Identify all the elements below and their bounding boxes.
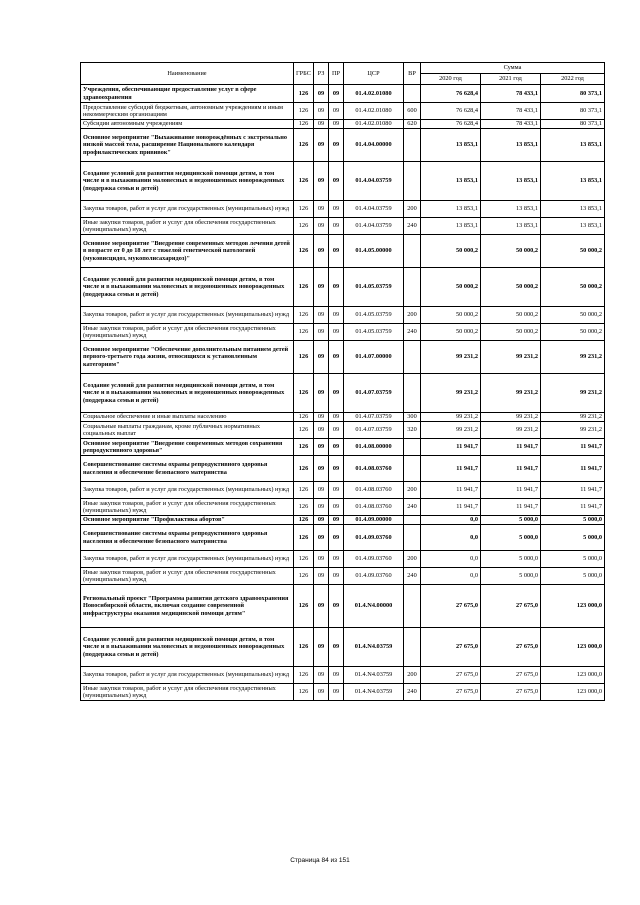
cell-csr: 01.4.N4.03759: [344, 667, 404, 684]
cell-name: Основное мероприятие "Внедрение современных методов сохранения репродуктивного здоровья": [81, 439, 294, 456]
cell-rz: 09: [314, 218, 329, 235]
cell-sum-2022: 13 853,1: [541, 201, 605, 218]
cell-sum-2020: 13 853,1: [421, 201, 481, 218]
table-row: [81, 218, 605, 235]
cell-name: Иные закупки товаров, работ и услуг для обеспечения государственных (муниципальных) нужд: [81, 568, 294, 585]
cell-pr: 09: [329, 684, 344, 701]
cell-rz: 09: [314, 422, 329, 439]
cell-pr: 09: [329, 268, 344, 307]
table-row: [81, 120, 605, 129]
table-row: [81, 551, 605, 568]
cell-rz: 09: [314, 667, 329, 684]
cell-sum-2020: 50 000,2: [421, 307, 481, 324]
cell-vr: [404, 162, 421, 201]
cell-grbs: 126: [294, 585, 314, 628]
cell-sum-2021: 5 000,0: [481, 551, 541, 568]
cell-rz: 09: [314, 482, 329, 499]
cell-sum-2021: 13 853,1: [481, 129, 541, 162]
cell-sum-2021: 11 941,7: [481, 456, 541, 482]
cell-csr: 01.4.02.01080: [344, 85, 404, 103]
cell-sum-2021: 99 231,2: [481, 341, 541, 374]
cell-sum-2022: 80 373,1: [541, 120, 605, 129]
cell-sum-2020: 27 675,0: [421, 684, 481, 701]
cell-name: Иные закупки товаров, работ и услуг для обеспечения государственных (муниципальных) нужд: [81, 324, 294, 341]
cell-vr: 200: [404, 307, 421, 324]
cell-name: Создание условий для развития медицинской помощи детям, в том числе и в выхаживании маловесных и недоношенных новорожденных (поддержка семьи и детей): [81, 162, 294, 201]
cell-sum-2020: 13 853,1: [421, 218, 481, 235]
cell-grbs: 126: [294, 516, 314, 525]
cell-pr: 09: [329, 585, 344, 628]
header-grbs: ГРБС: [294, 63, 314, 85]
cell-name: Учреждения, обеспечивающие предоставление услуг в сфере здравоохранения: [81, 85, 294, 103]
cell-sum-2020: 11 941,7: [421, 499, 481, 516]
cell-sum-2020: 76 628,4: [421, 120, 481, 129]
cell-sum-2021: 78 433,1: [481, 103, 541, 120]
cell-pr: 09: [329, 201, 344, 218]
cell-grbs: 126: [294, 129, 314, 162]
cell-vr: 600: [404, 103, 421, 120]
cell-pr: 09: [329, 307, 344, 324]
cell-sum-2022: 123 000,0: [541, 628, 605, 667]
cell-sum-2021: 27 675,0: [481, 628, 541, 667]
cell-sum-2021: 11 941,7: [481, 439, 541, 456]
cell-sum-2020: 50 000,2: [421, 235, 481, 268]
cell-pr: 09: [329, 456, 344, 482]
cell-grbs: 126: [294, 667, 314, 684]
cell-csr: 01.4.08.03760: [344, 482, 404, 499]
cell-pr: 09: [329, 374, 344, 413]
cell-sum-2020: 76 628,4: [421, 103, 481, 120]
budget-table: [80, 62, 605, 701]
cell-rz: 09: [314, 103, 329, 120]
cell-pr: 09: [329, 525, 344, 551]
table-row: [81, 439, 605, 456]
table-row: [81, 374, 605, 413]
cell-pr: 09: [329, 120, 344, 129]
cell-csr: 01.4.05.03759: [344, 307, 404, 324]
table-row: [81, 585, 605, 628]
cell-sum-2021: 27 675,0: [481, 585, 541, 628]
cell-csr: 01.4.08.03760: [344, 456, 404, 482]
cell-sum-2022: 13 853,1: [541, 162, 605, 201]
cell-name: Предоставление субсидий бюджетным, автономным учреждениям и иным некоммерческим организациям: [81, 103, 294, 120]
cell-csr: 01.4.04.03759: [344, 162, 404, 201]
cell-grbs: 126: [294, 551, 314, 568]
cell-name: Основное мероприятие "Внедрение современных методов лечения детей в возрасте от 0 до 18 лет с тяжелой генетической патологией (муковисцидоз, мукополисахаридоз)": [81, 235, 294, 268]
cell-pr: 09: [329, 341, 344, 374]
cell-sum-2022: 13 853,1: [541, 129, 605, 162]
cell-sum-2022: 50 000,2: [541, 324, 605, 341]
cell-pr: 09: [329, 324, 344, 341]
table-body: [81, 85, 605, 701]
cell-sum-2020: 0,0: [421, 568, 481, 585]
cell-sum-2022: 5 000,0: [541, 551, 605, 568]
cell-name: Основное мероприятие "Выхаживание новорождённых с экстремально низкой массой тела, расширение Национального календаря профилактических прививок": [81, 129, 294, 162]
cell-grbs: 126: [294, 456, 314, 482]
cell-csr: 01.4.05.00000: [344, 235, 404, 268]
table-row: [81, 568, 605, 585]
cell-name: Субсидии автономным учреждениям: [81, 120, 294, 129]
cell-sum-2021: 5 000,0: [481, 525, 541, 551]
cell-rz: 09: [314, 516, 329, 525]
cell-sum-2020: 0,0: [421, 516, 481, 525]
cell-sum-2020: 11 941,7: [421, 439, 481, 456]
cell-grbs: 126: [294, 628, 314, 667]
table-row: [81, 684, 605, 701]
table-row: [81, 413, 605, 422]
cell-csr: 01.4.09.03760: [344, 525, 404, 551]
cell-grbs: 126: [294, 341, 314, 374]
cell-vr: 300: [404, 413, 421, 422]
cell-grbs: 126: [294, 162, 314, 201]
cell-name: Закупка товаров, работ и услуг для государственных (муниципальных) нужд: [81, 551, 294, 568]
header-sum: Сумма: [421, 63, 605, 74]
cell-sum-2022: 5 000,0: [541, 568, 605, 585]
cell-name: Иные закупки товаров, работ и услуг для обеспечения государственных (муниципальных) нужд: [81, 684, 294, 701]
table-row: [81, 499, 605, 516]
cell-rz: 09: [314, 235, 329, 268]
header-rz: РЗ: [314, 63, 329, 85]
cell-vr: 200: [404, 201, 421, 218]
cell-rz: 09: [314, 374, 329, 413]
budget-table-sheet: [80, 62, 604, 701]
cell-grbs: 126: [294, 684, 314, 701]
table-row: [81, 482, 605, 499]
table-row: [81, 422, 605, 439]
cell-csr: 01.4.05.03759: [344, 324, 404, 341]
cell-rz: 09: [314, 85, 329, 103]
cell-name: Региональный проект "Программа развития детского здравоохранения Новосибирской области, включая создание современной инфраструктуры оказания медицинской помощи детям": [81, 585, 294, 628]
cell-sum-2022: 11 941,7: [541, 439, 605, 456]
cell-rz: 09: [314, 551, 329, 568]
header-csr: ЦСР: [344, 63, 404, 85]
header-year-2021: 2021 год: [481, 74, 541, 85]
cell-csr: 01.4.08.03760: [344, 499, 404, 516]
cell-rz: 09: [314, 201, 329, 218]
cell-vr: 240: [404, 499, 421, 516]
cell-grbs: 126: [294, 235, 314, 268]
cell-grbs: 126: [294, 499, 314, 516]
cell-rz: 09: [314, 120, 329, 129]
table-row: [81, 103, 605, 120]
cell-pr: 09: [329, 218, 344, 235]
cell-vr: 200: [404, 482, 421, 499]
cell-pr: 09: [329, 482, 344, 499]
cell-csr: 01.4.N4.00000: [344, 585, 404, 628]
cell-sum-2022: 99 231,2: [541, 413, 605, 422]
cell-pr: 09: [329, 628, 344, 667]
cell-sum-2020: 13 853,1: [421, 129, 481, 162]
cell-grbs: 126: [294, 324, 314, 341]
cell-rz: 09: [314, 129, 329, 162]
cell-name: Закупка товаров, работ и услуг для государственных (муниципальных) нужд: [81, 667, 294, 684]
cell-name: Закупка товаров, работ и услуг для государственных (муниципальных) нужд: [81, 482, 294, 499]
cell-rz: 09: [314, 628, 329, 667]
cell-sum-2021: 50 000,2: [481, 324, 541, 341]
cell-sum-2020: 11 941,7: [421, 482, 481, 499]
cell-vr: 240: [404, 684, 421, 701]
cell-vr: 240: [404, 568, 421, 585]
cell-grbs: 126: [294, 268, 314, 307]
cell-name: Создание условий для развития медицинской помощи детям, в том числе и в выхаживании маловесных и недоношенных новорожденных (поддержка семьи и детей): [81, 628, 294, 667]
table-row: [81, 129, 605, 162]
cell-name: Основное мероприятие "Профилактика абортов": [81, 516, 294, 525]
cell-sum-2020: 0,0: [421, 551, 481, 568]
cell-sum-2021: 27 675,0: [481, 667, 541, 684]
header-year-2020: 2020 год: [421, 74, 481, 85]
cell-sum-2020: 99 231,2: [421, 422, 481, 439]
cell-vr: [404, 341, 421, 374]
cell-rz: 09: [314, 456, 329, 482]
cell-name: Иные закупки товаров, работ и услуг для обеспечения государственных (муниципальных) нужд: [81, 499, 294, 516]
table-row: [81, 201, 605, 218]
cell-sum-2021: 78 433,1: [481, 120, 541, 129]
cell-vr: [404, 516, 421, 525]
cell-rz: 09: [314, 268, 329, 307]
cell-sum-2021: 50 000,2: [481, 268, 541, 307]
cell-sum-2020: 27 675,0: [421, 585, 481, 628]
cell-sum-2022: 99 231,2: [541, 374, 605, 413]
cell-grbs: 126: [294, 568, 314, 585]
cell-sum-2021: 5 000,0: [481, 516, 541, 525]
cell-vr: 240: [404, 324, 421, 341]
cell-sum-2022: 5 000,0: [541, 525, 605, 551]
cell-name: Совершенствование системы охраны репродуктивного здоровья населения и обеспечение безопасного материнства: [81, 456, 294, 482]
cell-pr: 09: [329, 235, 344, 268]
cell-rz: 09: [314, 324, 329, 341]
cell-pr: 09: [329, 516, 344, 525]
cell-rz: 09: [314, 568, 329, 585]
cell-sum-2022: 50 000,2: [541, 235, 605, 268]
table-row: [81, 525, 605, 551]
table-row: [81, 628, 605, 667]
cell-sum-2022: 11 941,7: [541, 482, 605, 499]
cell-sum-2022: 13 853,1: [541, 218, 605, 235]
cell-pr: 09: [329, 162, 344, 201]
cell-vr: [404, 235, 421, 268]
cell-rz: 09: [314, 525, 329, 551]
cell-vr: [404, 439, 421, 456]
cell-sum-2022: 99 231,2: [541, 341, 605, 374]
cell-vr: 320: [404, 422, 421, 439]
cell-sum-2020: 13 853,1: [421, 162, 481, 201]
cell-vr: 620: [404, 120, 421, 129]
cell-csr: 01.4.07.03759: [344, 422, 404, 439]
cell-grbs: 126: [294, 85, 314, 103]
table-row: [81, 268, 605, 307]
cell-vr: [404, 268, 421, 307]
cell-sum-2020: 76 628,4: [421, 85, 481, 103]
table-row: [81, 456, 605, 482]
cell-vr: [404, 85, 421, 103]
cell-csr: 01.4.07.03759: [344, 413, 404, 422]
cell-sum-2020: 27 675,0: [421, 628, 481, 667]
cell-csr: 01.4.04.00000: [344, 129, 404, 162]
cell-vr: [404, 525, 421, 551]
table-row: [81, 667, 605, 684]
cell-vr: [404, 129, 421, 162]
cell-rz: 09: [314, 162, 329, 201]
cell-sum-2022: 50 000,2: [541, 268, 605, 307]
cell-pr: 09: [329, 499, 344, 516]
cell-pr: 09: [329, 439, 344, 456]
cell-name: Создание условий для развития медицинской помощи детям, в том числе и в выхаживании маловесных и недоношенных новорожденных (поддержка семьи и детей): [81, 374, 294, 413]
cell-grbs: 126: [294, 103, 314, 120]
cell-grbs: 126: [294, 422, 314, 439]
cell-csr: 01.4.02.01080: [344, 120, 404, 129]
cell-sum-2021: 50 000,2: [481, 307, 541, 324]
header-year-2022: 2022 год: [541, 74, 605, 85]
cell-pr: 09: [329, 422, 344, 439]
cell-grbs: 126: [294, 413, 314, 422]
cell-sum-2021: 11 941,7: [481, 499, 541, 516]
cell-sum-2022: 123 000,0: [541, 585, 605, 628]
cell-sum-2022: 123 000,0: [541, 684, 605, 701]
cell-sum-2021: 13 853,1: [481, 162, 541, 201]
cell-vr: [404, 585, 421, 628]
cell-sum-2020: 27 675,0: [421, 667, 481, 684]
cell-sum-2021: 13 853,1: [481, 201, 541, 218]
cell-rz: 09: [314, 413, 329, 422]
cell-grbs: 126: [294, 218, 314, 235]
cell-csr: 01.4.09.03760: [344, 568, 404, 585]
cell-rz: 09: [314, 499, 329, 516]
cell-csr: 01.4.09.03760: [344, 551, 404, 568]
cell-sum-2022: 50 000,2: [541, 307, 605, 324]
cell-sum-2022: 123 000,0: [541, 667, 605, 684]
cell-name: Основное мероприятие "Обеспечение дополнительным питанием детей первого-третьего года жизни, относящихся к установленным категориям": [81, 341, 294, 374]
cell-sum-2022: 5 000,0: [541, 516, 605, 525]
table-row: [81, 341, 605, 374]
cell-rz: 09: [314, 307, 329, 324]
cell-grbs: 126: [294, 201, 314, 218]
cell-sum-2020: 11 941,7: [421, 456, 481, 482]
cell-csr: 01.4.09.00000: [344, 516, 404, 525]
table-row: [81, 324, 605, 341]
cell-sum-2021: 5 000,0: [481, 568, 541, 585]
cell-sum-2021: 99 231,2: [481, 374, 541, 413]
cell-sum-2021: 11 941,7: [481, 482, 541, 499]
cell-grbs: 126: [294, 525, 314, 551]
cell-sum-2021: 27 675,0: [481, 684, 541, 701]
cell-pr: 09: [329, 85, 344, 103]
cell-rz: 09: [314, 439, 329, 456]
cell-vr: [404, 374, 421, 413]
cell-sum-2020: 50 000,2: [421, 324, 481, 341]
cell-vr: 240: [404, 218, 421, 235]
cell-sum-2020: 99 231,2: [421, 374, 481, 413]
cell-pr: 09: [329, 568, 344, 585]
cell-grbs: 126: [294, 374, 314, 413]
cell-pr: 09: [329, 413, 344, 422]
cell-pr: 09: [329, 667, 344, 684]
cell-vr: 200: [404, 551, 421, 568]
cell-name: Социальные выплаты гражданам, кроме публичных нормативных социальных выплат: [81, 422, 294, 439]
cell-sum-2020: 99 231,2: [421, 413, 481, 422]
cell-rz: 09: [314, 585, 329, 628]
cell-rz: 09: [314, 341, 329, 374]
cell-sum-2020: 50 000,2: [421, 268, 481, 307]
cell-vr: [404, 456, 421, 482]
header-pr: ПР: [329, 63, 344, 85]
cell-csr: 01.4.08.00000: [344, 439, 404, 456]
cell-sum-2022: 80 373,1: [541, 85, 605, 103]
cell-rz: 09: [314, 684, 329, 701]
cell-sum-2022: 80 373,1: [541, 103, 605, 120]
cell-sum-2021: 78 433,1: [481, 85, 541, 103]
header-vr: ВР: [404, 63, 421, 85]
cell-sum-2021: 99 231,2: [481, 422, 541, 439]
cell-name: Закупка товаров, работ и услуг для государственных (муниципальных) нужд: [81, 307, 294, 324]
cell-csr: 01.4.02.01080: [344, 103, 404, 120]
cell-grbs: 126: [294, 307, 314, 324]
cell-pr: 09: [329, 129, 344, 162]
cell-csr: 01.4.N4.03759: [344, 684, 404, 701]
cell-csr: 01.4.05.03759: [344, 268, 404, 307]
cell-name: Социальное обеспечение и иные выплаты населению: [81, 413, 294, 422]
cell-sum-2020: 0,0: [421, 525, 481, 551]
cell-pr: 09: [329, 551, 344, 568]
cell-grbs: 126: [294, 482, 314, 499]
cell-sum-2020: 99 231,2: [421, 341, 481, 374]
cell-sum-2021: 50 000,2: [481, 235, 541, 268]
table-row: [81, 307, 605, 324]
table-row: [81, 85, 605, 103]
cell-sum-2022: 99 231,2: [541, 422, 605, 439]
cell-csr: 01.4.04.03759: [344, 218, 404, 235]
cell-vr: 200: [404, 667, 421, 684]
cell-name: Создание условий для развития медицинской помощи детям, в том числе и в выхаживании маловесных и недоношенных новорожденных (поддержка семьи и детей): [81, 268, 294, 307]
cell-csr: 01.4.N4.03759: [344, 628, 404, 667]
cell-vr: [404, 628, 421, 667]
header-name: Наименование: [81, 63, 294, 85]
cell-csr: 01.4.07.03759: [344, 374, 404, 413]
cell-csr: 01.4.07.00000: [344, 341, 404, 374]
cell-csr: 01.4.04.03759: [344, 201, 404, 218]
table-row: [81, 235, 605, 268]
cell-name: Иные закупки товаров, работ и услуг для обеспечения государственных (муниципальных) нужд: [81, 218, 294, 235]
table-row: [81, 516, 605, 525]
cell-name: Закупка товаров, работ и услуг для государственных (муниципальных) нужд: [81, 201, 294, 218]
table-row: [81, 162, 605, 201]
cell-grbs: 126: [294, 120, 314, 129]
cell-sum-2022: 11 941,7: [541, 456, 605, 482]
cell-grbs: 126: [294, 439, 314, 456]
cell-pr: 09: [329, 103, 344, 120]
cell-sum-2021: 13 853,1: [481, 218, 541, 235]
cell-sum-2022: 11 941,7: [541, 499, 605, 516]
cell-name: Совершенствование системы охраны репродуктивного здоровья населения и обеспечение безопасного материнства: [81, 525, 294, 551]
page-number: Страница 84 из 151: [290, 857, 350, 864]
cell-sum-2021: 99 231,2: [481, 413, 541, 422]
